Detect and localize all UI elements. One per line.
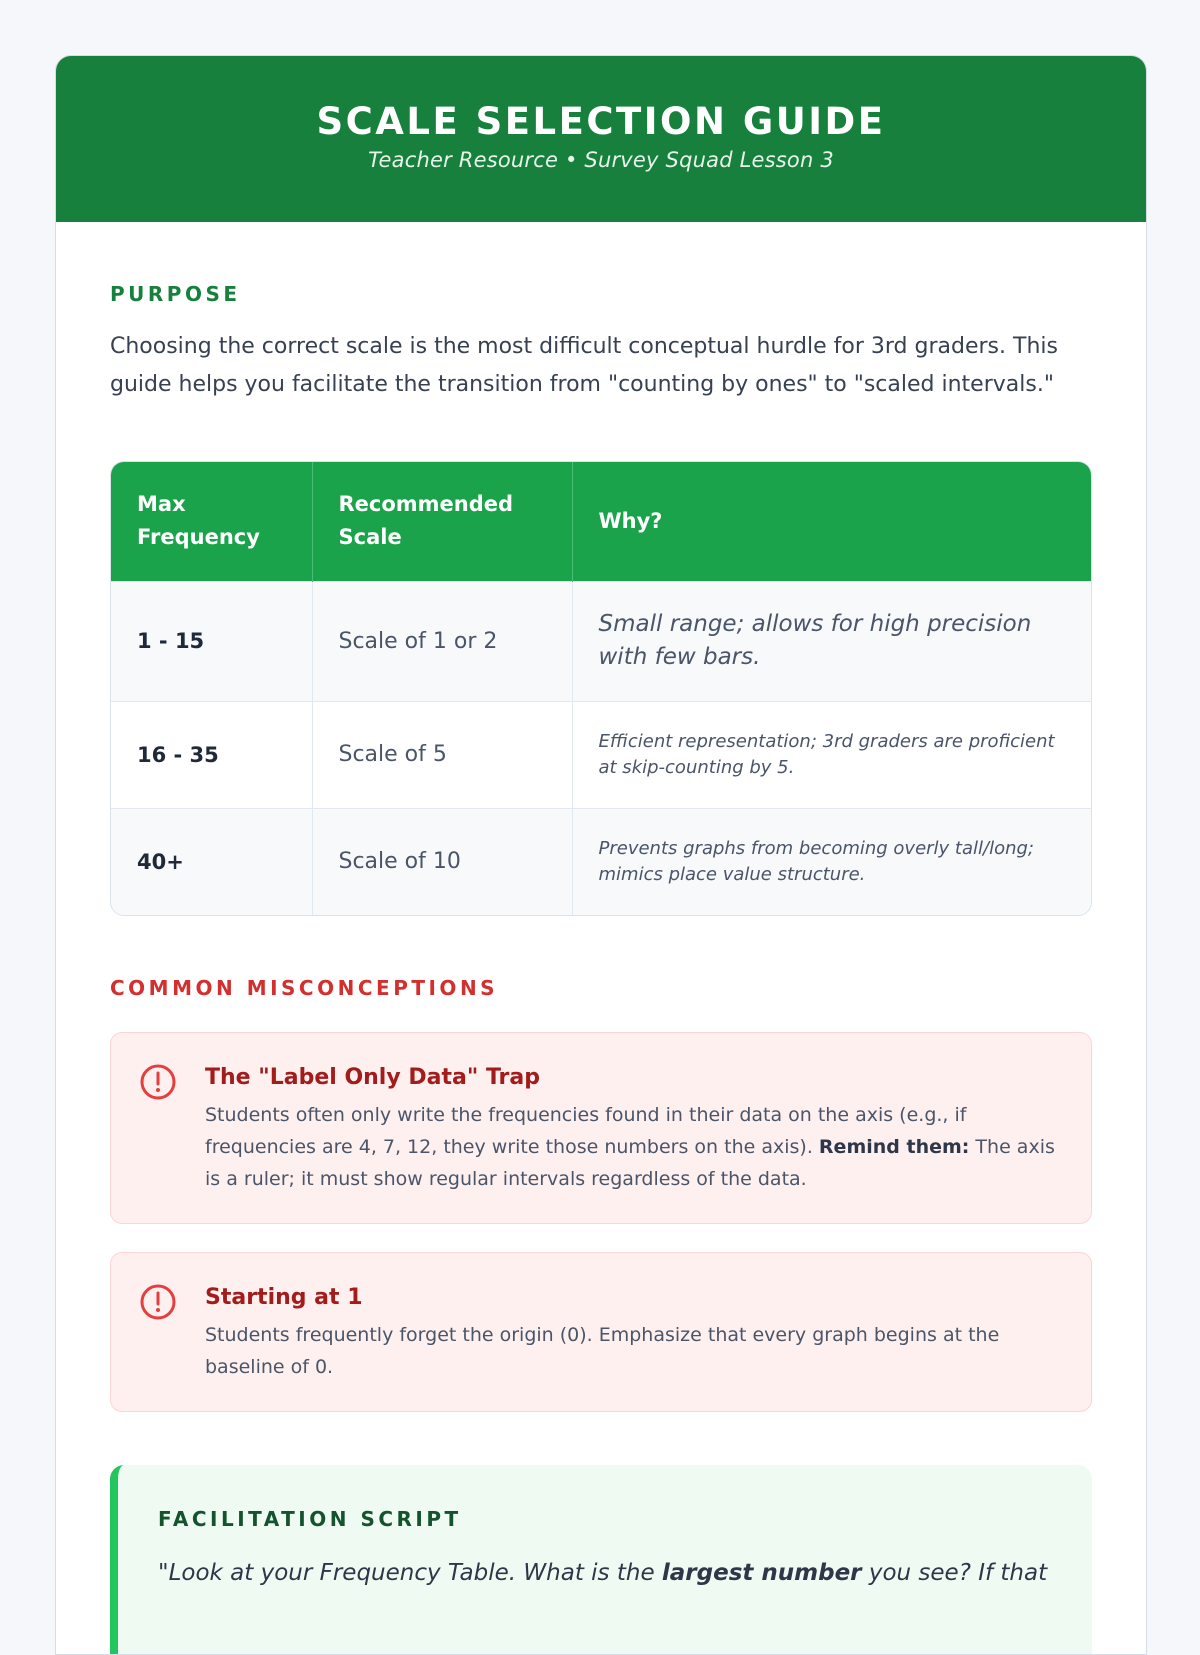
max-frequency-cell: 1 - 15: [111, 581, 312, 701]
remind-them-label: Remind them:: [818, 1136, 970, 1158]
misconception-text: Students frequently forget the origin (0). Emphasize that every graph begins at the baseline of 0.: [205, 1324, 1000, 1378]
purpose-text: Choosing the correct scale is the most difficult conceptual hurdle for 3rd graders. This guide helps you facilitate the transition from "counting by ones" to "scaled intervals.": [110, 334, 1058, 397]
header: [56, 56, 1146, 222]
table-row: [111, 808, 1091, 915]
table-header-row: [111, 462, 1091, 581]
column-header-max-frequency: Max Frequency: [111, 462, 312, 581]
recommended-scale-cell: Scale of 10: [312, 808, 572, 915]
scale-table: [110, 461, 1092, 916]
misconceptions-heading: COMMON MISCONCEPTIONS: [110, 976, 499, 1000]
main-content: [56, 282, 1146, 1655]
largest-number-emphasis: largest number: [661, 1560, 862, 1586]
page-title: SCALE SELECTION GUIDE: [316, 100, 886, 143]
alert-circle-icon: [139, 1063, 177, 1101]
misconception-text: Students often only write the frequencies found in their data on the axis (e.g., if frequencies are 4, 7, 12, they write those numbers on the axis). Remind them: The axis is a ruler; it must show regular intervals regardless of the data.: [205, 1104, 1055, 1190]
table-row: [111, 581, 1091, 701]
recommended-scale-cell: Scale of 1 or 2: [312, 581, 572, 701]
facilitation-script-heading: FACILITATION SCRIPT: [158, 1507, 462, 1531]
misconception-title: The "Label Only Data" Trap: [205, 1065, 540, 1090]
misconception-title: Starting at 1: [205, 1285, 363, 1310]
guide-card: [55, 55, 1147, 1655]
alert-circle-icon: [139, 1283, 177, 1321]
purpose-heading: PURPOSE: [110, 282, 241, 306]
why-cell: Efficient representation; 3rd graders are proficient at skip-counting by 5.: [572, 701, 1091, 808]
column-header-recommended-scale: Recommended Scale: [312, 462, 572, 581]
max-frequency-cell: 16 - 35: [111, 701, 312, 808]
max-frequency-cell: 40+: [111, 808, 312, 915]
page-subtitle: Teacher Resource • Survey Squad Lesson 3: [368, 148, 834, 172]
column-header-why: Why?: [572, 462, 1091, 581]
why-cell: Prevents graphs from becoming overly tall/long; mimics place value structure.: [572, 808, 1091, 915]
facilitation-script-text: "Look at your Frequency Table. What is the largest number you see? If that: [158, 1560, 1048, 1586]
recommended-scale-cell: Scale of 5: [312, 701, 572, 808]
misconception-alert: [110, 1032, 1092, 1224]
table-row: [111, 701, 1091, 808]
why-cell: Small range; allows for high precision with few bars.: [572, 581, 1091, 701]
misconception-alert: [110, 1252, 1092, 1412]
facilitation-script-box: [110, 1465, 1092, 1655]
